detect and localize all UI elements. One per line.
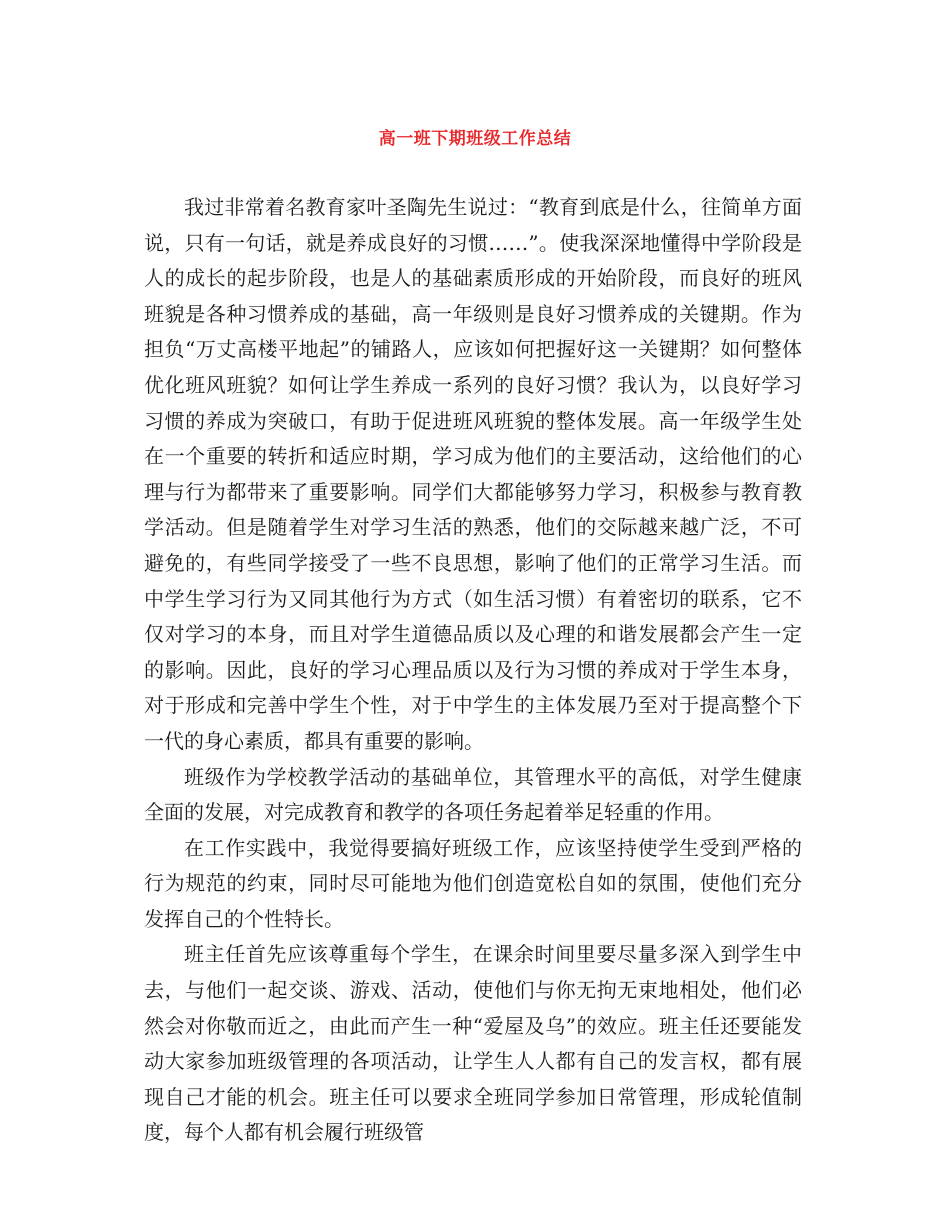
paragraph-2: 班级作为学校教学活动的基础单位，其管理水平的高低，对学生健康全面的发展，对完成教育和教学的各项任务起着举足轻重的作用。 [144,764,802,825]
paragraph-1: 我过非常着名教育家叶圣陶先生说过：“教育到底是什么，往简单方面说，只有一句话，就是养成良好的习惯……”。使我深深地懂得中学阶段是人的成长的起步阶段，也是人的基础素质形成的开始阶段，而良好的班风班貌是各种习惯养成的基础，高一年级则是良好习惯养成的关键期。作为担负“万丈高楼平地起”的铺路人，应该如何把握好这一关键期？如何整体优化班风班貌？如何让学生养成一系列的良好习惯？我认为，以良好学习习惯的养成为突破口，有助于促进班风班貌的整体发展。高一年级学生处在一个重要的转折和适应时期，学习成为他们的主要活动，这给他们的心理与行为都带来了重要影响。同学们大都能够努力学习，积极参与教育教学活动。但是随着学生对学习生活的熟悉，他们的交际越来越广泛，不可避免的，有些同学接受了一些不良思想，影响了他们的正常学习生活。而中学生学习行为又同其他行为方式（如生活习惯）有着密切的联系，它不仅对学习的本身，而且对学生道德品质以及心理的和谐发展都会产生一定的影响。因此，良好的学习心理品质以及行为习惯的养成对于学生本身，对于形成和完善中学生个性，对于中学生的主体发展乃至对于提高整个下一代的身心素质，都具有重要的影响。 [144,195,802,753]
paragraph-3: 在工作实践中，我觉得要搞好班级工作，应该坚持使学生受到严格的行为规范的约束，同时尽可能地为他们创造宽松自如的氛围，使他们充分发挥自己的个性特长。 [144,835,802,931]
document-title: 高一班下期班级工作总结 [378,129,572,149]
document-body [144,190,802,1151]
paragraph-4: 班主任首先应该尊重每个学生，在课余时间里要尽量多深入到学生中去，与他们一起交谈、游戏、活动，使他们与你无拘无束地相处，他们必然会对你敬而近之，由此而产生一种“爱屋及乌”的效应。班主任还要能发动大家参加班级管理的各项活动，让学生人人都有自己的发言权，都有展现自己才能的机会。班主任可以要求全班同学参加日常管理，形成轮值制度，每个人都有机会履行班级管 [144,942,802,1145]
